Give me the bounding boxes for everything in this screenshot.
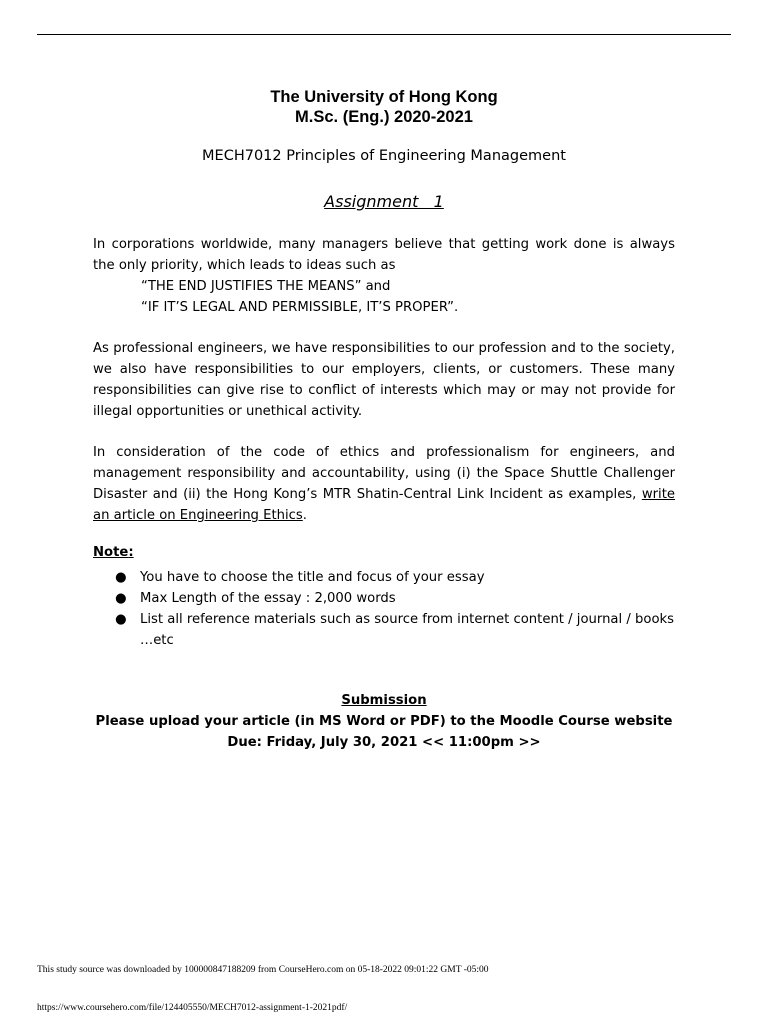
submission-label: Submission (341, 693, 427, 708)
submission-heading (93, 693, 675, 708)
note-item-2: Max Length of the essay : 2,000 words (140, 591, 396, 606)
task-end: . (302, 508, 307, 523)
task-text: In consideration of the code of ethics and professionalism for engineers, and management responsibility and accountability, using (i) the Space Shuttle Challenger Disaster and (ii) the Hong Kong’s MTR Shatin-Central Link Incident as examples, (93, 445, 675, 502)
university-title: The University of Hong Kong (270, 88, 498, 106)
note-label: Note (93, 545, 129, 560)
list-item (93, 588, 675, 609)
task-highlight: write an article on Engineering Ethics (93, 487, 675, 523)
bullet-icon: ● (115, 612, 127, 627)
course-title: MECH7012 Principles of Engineering Management (202, 148, 566, 164)
assignment-label: Assignment 1 (324, 192, 444, 211)
task-paragraph (93, 442, 675, 526)
quote-2: “IF IT’S LEGAL AND PERMISSIBLE, IT’S PROPER”. (141, 300, 459, 315)
submission-instructions: Please upload your article (in MS Word or PDF) to the Moodle Course website (95, 714, 673, 729)
due-date: Due: Friday, July 30, 2021 << 11:00pm >> (227, 735, 541, 750)
quote-1: “THE END JUSTIFIES THE MEANS” and (141, 279, 391, 294)
bullet-icon: ● (115, 570, 127, 585)
list-item (93, 567, 675, 588)
list-item (93, 609, 675, 651)
note-colon: : (128, 545, 134, 560)
source-url[interactable]: https://www.coursehero.com/file/124405550/MECH7012-assignment-1-2021pdf/ (37, 1003, 348, 1013)
responsibilities-paragraph: As professional engineers, we have responsibilities to our profession and to the society, we also have responsibilities to our employers, clients, or customers. These many responsibilities can give rise to conflict of interests which may or may not provide for illegal opportunities or unethical activity. (93, 341, 675, 419)
assignment-title (93, 192, 675, 211)
top-rule (37, 34, 731, 35)
bullet-icon: ● (115, 591, 127, 606)
degree-title: M.Sc. (Eng.) 2020-2021 (295, 108, 473, 126)
note-item-3: List all reference materials such as source from internet content / journal / books …etc (140, 612, 675, 648)
download-note: This study source was downloaded by 100000847188209 from CourseHero.com on 05-18-2022 09:01:22 GMT -05:00 (37, 965, 489, 975)
note-heading (93, 545, 134, 560)
intro-paragraph (93, 234, 675, 318)
note-list (93, 567, 675, 651)
note-item-1: You have to choose the title and focus of your essay (140, 570, 485, 585)
intro-text: In corporations worldwide, many managers believe that getting work done is always the only priority, which leads to ideas such as (93, 237, 675, 273)
